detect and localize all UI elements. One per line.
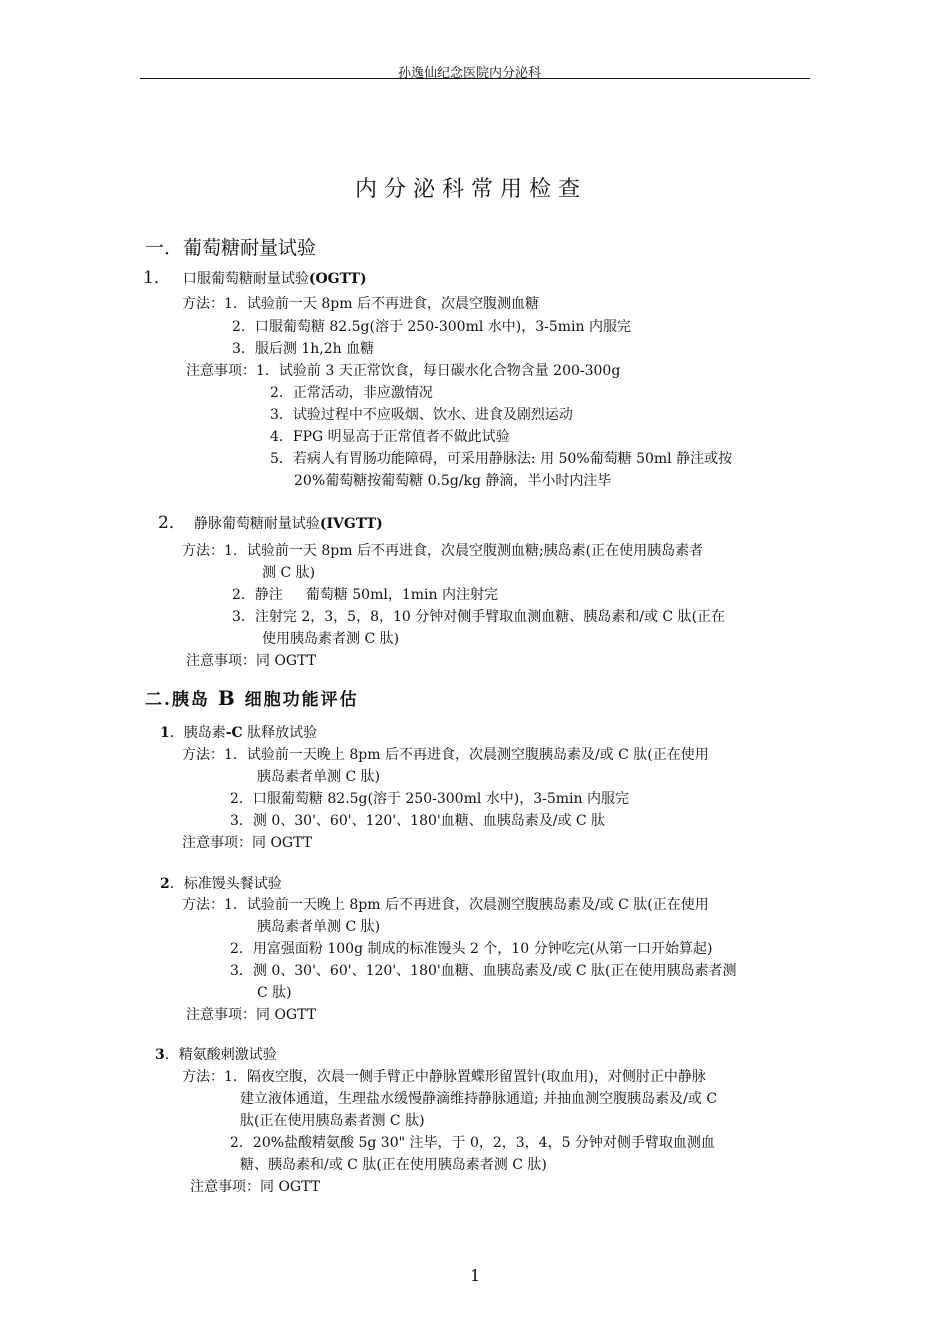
steamed-bun-test-heading [160,873,282,893]
ogtt-abbrev: (OGTT) [308,271,367,287]
ogtt-notes-line: 4．FPG 明显高于正常值者不做此试验 [270,429,510,445]
ivgtt-method-line: 方法：1．试验前一天 8pm 后不再进食，次晨空腹测血糖;胰岛素(正在使用胰岛素者 [182,543,704,559]
t1-notes-line: 注意事项：同 OGTT [182,835,313,851]
t3-line: 2．20%盐酸精氨酸 5g 30" 注毕，于 0，2，3，4，5 分钟对侧手臂取血测血 [230,1135,715,1151]
ogtt-label: 口服葡萄糖耐量试验 [182,271,309,287]
t3-line: 建立液体通道，生理盐水缓慢静滴维持静脉通道; 并抽血测空腹胰岛素及/或 C [240,1091,718,1107]
section2-heading-post: 细胞功能评估 [236,690,359,710]
t1-number: 1 [160,725,170,741]
page-title: 内分泌科常用检查 [355,177,588,202]
t2-notes-line: 注意事项：同 OGTT [186,1007,317,1023]
t2-line: C 肽) [257,985,292,1001]
t1-label-post: 肽释放试验 [242,725,318,741]
t3-line: 方法：1．隔夜空腹，次晨一侧手臂正中静脉置蝶形留置针(取血用)，对侧肘正中静脉 [182,1069,706,1085]
ogtt-notes-line: 5．若病人有胃肠功能障碍，可采用静脉法: 用 50%葡萄糖 50ml 静注或按 [270,451,733,467]
t2-line: 2．用富强面粉 100g 制成的标准馒头 2 个，10 分钟吃完(从第一口开始算起) [230,941,713,957]
ivgtt-method-line: 测 C 肽) [262,565,316,581]
ogtt-notes-line: 3．试验过程中不应吸烟、饮水、进食及剧烈运动 [270,407,573,423]
ogtt-notes-line: 20%葡萄糖按葡萄糖 0.5g/kg 静滴，半小时内注毕 [294,473,612,489]
section-heading-glucose-tolerance: 一．葡萄糖耐量试验 [145,237,317,259]
t2-number: 2 [160,876,170,892]
ogtt-method-line: 2．口服葡萄糖 82.5g(溶于 250-300ml 水中)，3-5min 内服完 [232,319,632,335]
t3-number: 3 [155,1047,165,1063]
t3-label: ．精氨酸刺激试验 [164,1047,277,1063]
page-number: 1 [470,1266,481,1285]
t2-line: 方法：1．试验前一天晚上 8pm 后不再进食，次晨测空腹胰岛素及/或 C 肽(正在使用 [182,897,709,913]
t2-label: ．标准馒头餐试验 [169,876,282,892]
section-heading-beta-cell [145,685,359,710]
t3-notes-line: 注意事项：同 OGTT [190,1179,321,1195]
ivgtt-heading [158,508,383,533]
ogtt-method-line: 3．服后测 1h,2h 血糖 [232,341,375,357]
ivgtt-method-line: 使用胰岛素者测 C 肽) [262,631,400,647]
t3-line: 糖、胰岛素和/或 C 肽(正在使用胰岛素者测 C 肽) [240,1157,547,1173]
t2-line: 胰岛素者单测 C 肽) [257,919,381,935]
t1-line: 2．口服葡萄糖 82.5g(溶于 250-300ml 水中)，3-5min 内服完 [230,791,630,807]
t1-line: 方法：1．试验前一天晚上 8pm 后不再进食，次晨测空腹胰岛素及/或 C 肽(正在使用 [182,747,709,763]
t1-label-bold: -C [225,725,243,741]
ogtt-method-line: 方法：1．试验前一天 8pm 后不再进食，次晨空腹测血糖 [182,296,539,312]
arginine-test-heading [155,1044,277,1064]
ivgtt-notes-line: 注意事项：同 OGTT [186,653,317,669]
ogtt-number: 1． [143,268,171,288]
t1-line: 胰岛素者单测 C 肽) [257,769,381,785]
ogtt-notes-line: 注意事项：1．试验前 3 天正常饮食，每日碳水化合物含量 200-300g [186,363,621,379]
t2-line: 3．测 0、30'、60'、120'、180'血糖、血胰岛素及/或 C 肽(正在使用胰岛素者测 [230,963,737,979]
insulin-cpeptide-heading [160,722,317,742]
ivgtt-number: 2． [158,513,186,533]
t1-label-pre: ．胰岛素 [169,725,226,741]
t1-line: 3．测 0、30'、60'、120'、180'血糖、血胰岛素及/或 C 肽 [230,813,606,829]
t3-line: 肽(正在使用胰岛素者测 C 肽) [240,1113,425,1129]
section2-heading-b: B [217,686,237,710]
ogtt-heading [143,263,367,288]
ivgtt-method-line: 2．静注 葡萄糖 50ml，1min 内注射完 [232,587,498,603]
header-rule [140,78,810,79]
page-header: 孙逸仙纪念医院内分泌科 [398,66,542,81]
ivgtt-abbrev: (IVGTT) [319,516,383,532]
ivgtt-label: 静脉葡萄糖耐量试验 [193,516,320,532]
ivgtt-method-line: 3．注射完 2，3，5，8，10 分钟对侧手臂取血测血糖、胰岛素和/或 C 肽(正在 [232,609,726,625]
section2-heading-pre: 二.胰岛 [145,690,218,710]
ogtt-notes-line: 2．正常活动，非应激情况 [270,385,433,401]
